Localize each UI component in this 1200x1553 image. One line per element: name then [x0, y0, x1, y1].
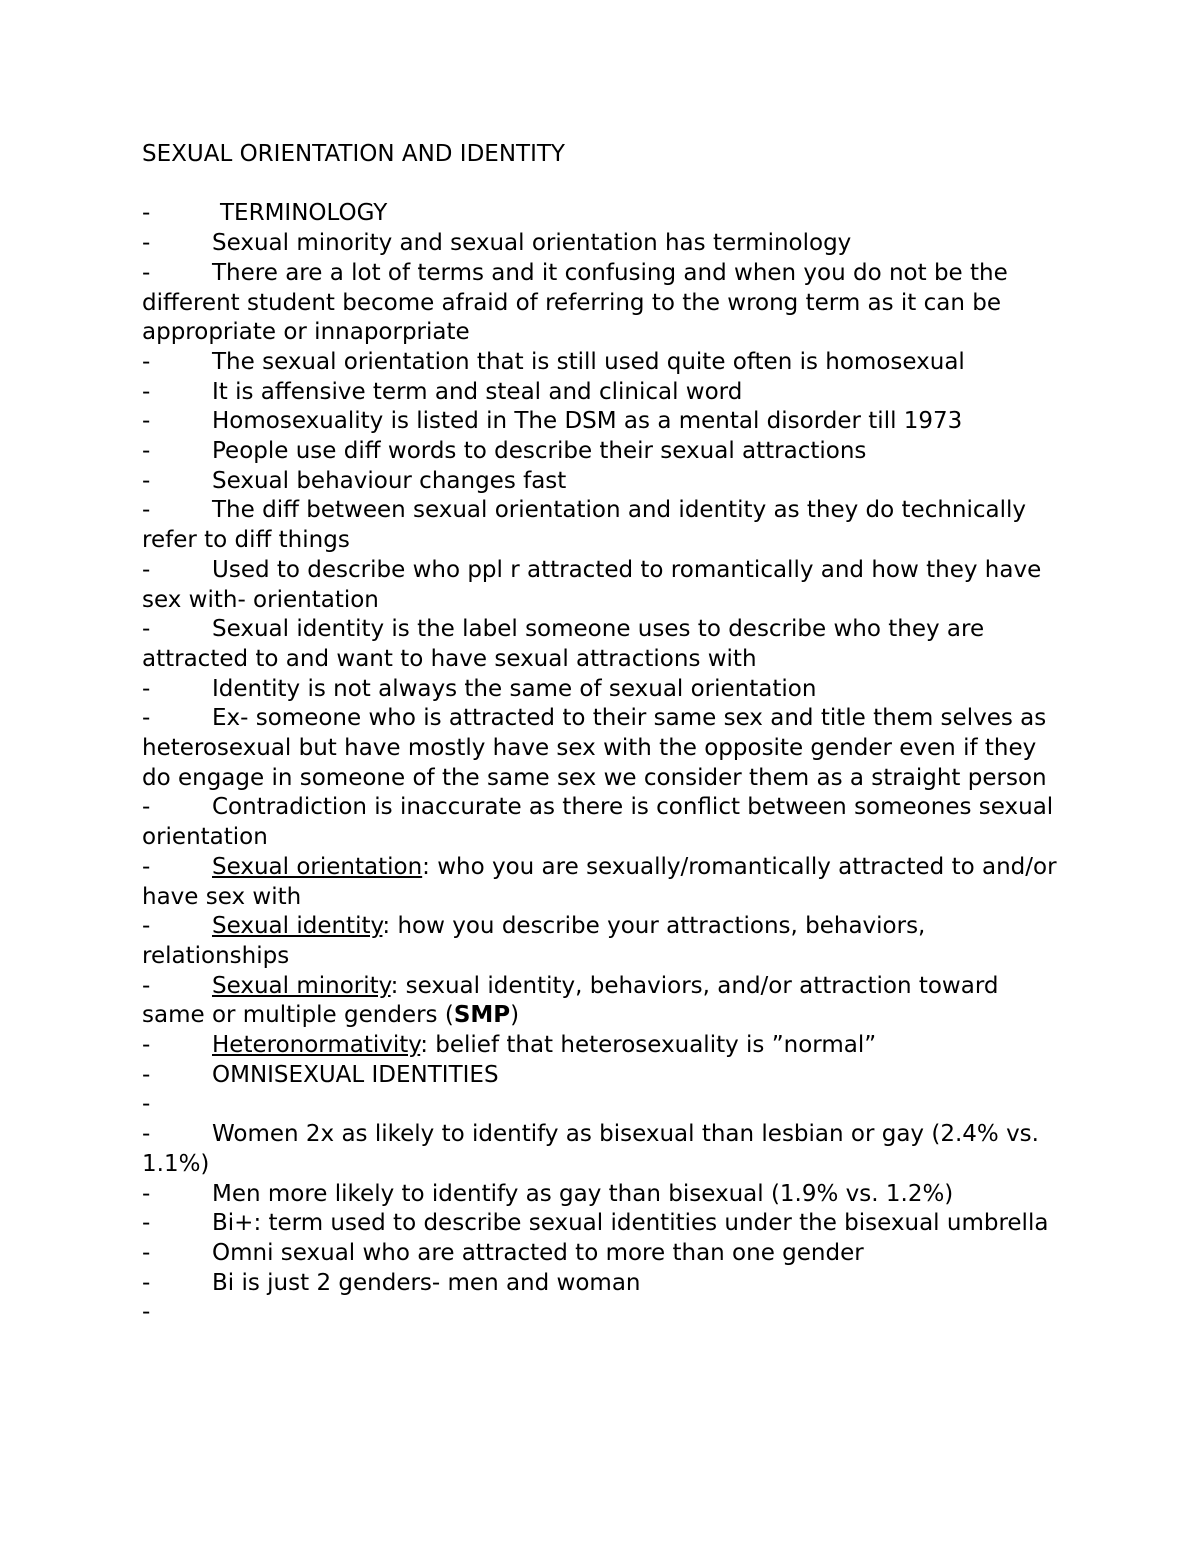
- bullet-dash: -: [142, 1210, 151, 1237]
- list-item: [142, 556, 1062, 615]
- term-definition: : who you are sexually/romantically attracted to and/or have sex with: [142, 853, 1064, 910]
- bullet-dash: -: [142, 794, 151, 821]
- defined-term: Sexual identity: [212, 913, 383, 940]
- list-item: [142, 496, 1062, 555]
- item-text: The sexual orientation that is still used quite often is homosexual: [212, 348, 965, 375]
- item-text: Bi+: term used to describe sexual identities under the bisexual umbrella: [212, 1210, 1049, 1237]
- defined-term: Sexual minority: [212, 972, 391, 999]
- closing-text: ): [510, 1002, 520, 1029]
- item-text: Sexual identity is the label someone uses to describe who they are attracted to and want to have sexual attractions with: [142, 616, 992, 672]
- bullet-dash: -: [142, 1091, 151, 1118]
- defined-term: Heteronormativity: [212, 1032, 421, 1059]
- list-item: [142, 972, 1062, 1031]
- bullet-dash: -: [142, 675, 151, 702]
- term-definition: : how you describe your attractions, behaviors, relationships: [142, 913, 933, 969]
- list-item: [142, 1031, 1062, 1061]
- document-title: SEXUAL ORIENTATION AND IDENTITY: [142, 141, 565, 167]
- bullet-dash: -: [142, 972, 151, 999]
- item-text: TERMINOLOGY: [220, 200, 388, 227]
- item-text: Women 2x as likely to identify as bisexual than lesbian or gay (2.4% vs. 1.1%): [142, 1121, 1047, 1177]
- item-text: Sexual minority and sexual orientation has terminology: [212, 230, 852, 257]
- list-item: [142, 229, 1062, 259]
- bullet-dash: -: [142, 1240, 151, 1266]
- item-text: Men more likely to identify as gay than bisexual (1.9% vs. 1.2%): [212, 1180, 954, 1207]
- bullet-dash: -: [142, 378, 151, 405]
- list-item: [142, 1061, 1062, 1091]
- item-text: It is affensive term and steal and clinical word: [212, 378, 743, 405]
- item-text: OMNISEXUAL IDENTITIES: [212, 1061, 499, 1088]
- bullet-dash: -: [142, 200, 151, 227]
- bullet-dash: -: [142, 408, 151, 435]
- bullet-dash: -: [142, 1121, 151, 1148]
- bullet-dash: -: [142, 348, 151, 375]
- list-item: [142, 912, 1062, 971]
- list-item: [142, 199, 1062, 229]
- list-item: [142, 467, 1062, 497]
- bullet-dash: -: [142, 1269, 151, 1296]
- bullet-dash: -: [142, 438, 151, 465]
- item-text: Bi is just 2 genders- men and woman: [212, 1269, 641, 1296]
- bullet-dash: -: [142, 497, 151, 524]
- list-item: [142, 853, 1062, 912]
- list-item: [142, 1298, 1062, 1328]
- list-item: [142, 348, 1062, 378]
- acronym: SMP: [453, 1002, 511, 1029]
- list-item: [142, 793, 1062, 852]
- bullet-dash: -: [142, 230, 151, 257]
- bullet-dash: -: [142, 913, 151, 940]
- item-text: There are a lot of terms and it confusing and when you do not be the different student become afraid of referring to the wrong term as it can be appropriate or innaporpriate: [142, 259, 1016, 346]
- bullet-dash: -: [142, 1299, 151, 1326]
- list-item: [142, 1120, 1062, 1179]
- list-item: [142, 259, 1062, 348]
- list-item: [142, 1269, 1062, 1299]
- bullet-dash: -: [142, 1180, 151, 1207]
- bullet-dash: -: [142, 556, 151, 583]
- item-text: Homosexuality is listed in The DSM as a mental disorder till 1973: [212, 408, 963, 435]
- bullet-dash: -: [142, 616, 151, 643]
- bullet-dash: -: [142, 1061, 151, 1088]
- list-item: [142, 437, 1062, 467]
- term-definition: : belief that heterosexuality is ”normal”: [420, 1032, 877, 1059]
- list-item: [142, 675, 1062, 705]
- item-text: Ex- someone who is attracted to their same sex and title them selves as heterosexual but have mostly have sex with the opposite gender even if they do engage in someone of the same sex we consider them as a straight person: [142, 705, 1054, 791]
- bullet-dash: -: [142, 853, 151, 880]
- item-text: Sexual behaviour changes fast: [212, 467, 567, 494]
- item-text: Used to describe who ppl r attracted to romantically and how they have sex with- orientation: [142, 556, 1049, 613]
- document-page: [142, 140, 1062, 1328]
- list-item: [142, 1180, 1062, 1210]
- item-text: People use diff words to describe their sexual attractions: [212, 438, 867, 465]
- item-text: Identity is not always the same of sexual orientation: [212, 675, 817, 702]
- notes-list: [142, 199, 1062, 1328]
- item-text: Omni sexual who are attracted to more than one gender: [212, 1240, 864, 1266]
- term-definition: : sexual identity, behaviors, and/or attraction toward same or multiple genders (: [142, 972, 1006, 1029]
- bullet-dash: -: [142, 259, 151, 286]
- bullet-dash: -: [142, 1032, 151, 1059]
- list-item: [142, 407, 1062, 437]
- bullet-dash: -: [142, 705, 151, 732]
- list-item: [142, 704, 1062, 793]
- defined-term: Sexual orientation: [212, 853, 423, 880]
- list-item: [142, 1090, 1062, 1120]
- list-item: [142, 615, 1062, 674]
- list-item: [142, 378, 1062, 408]
- list-item: [142, 1239, 1062, 1269]
- item-text: The diff between sexual orientation and identity as they do technically refer to diff things: [142, 497, 1034, 554]
- list-item: [142, 1209, 1062, 1239]
- bullet-dash: -: [142, 467, 151, 494]
- item-text: Contradiction is inaccurate as there is conflict between someones sexual orientation: [142, 794, 1061, 851]
